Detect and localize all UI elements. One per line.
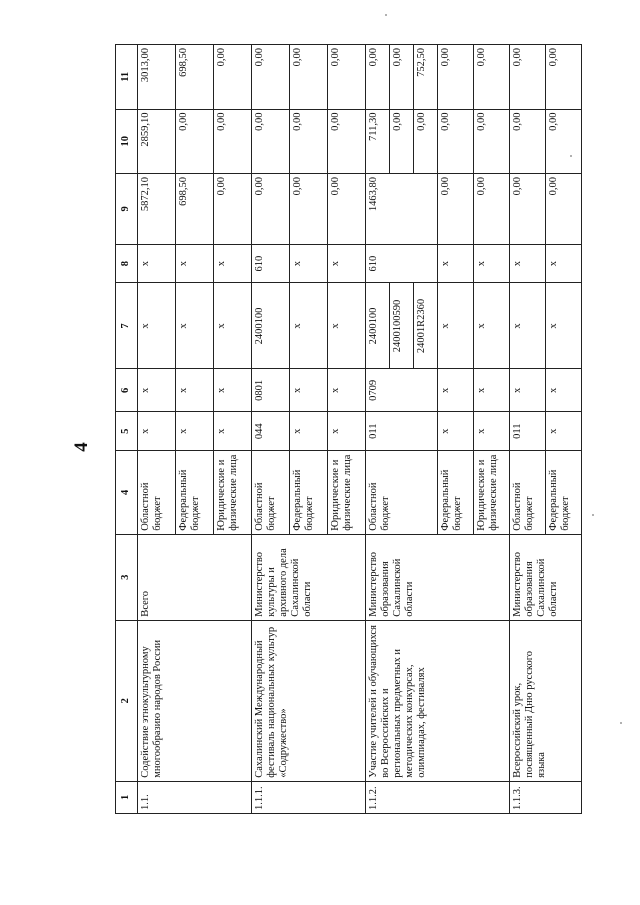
cell-c7: x xyxy=(214,283,252,369)
cell-c8: x xyxy=(328,244,366,283)
header-cell: 7 xyxy=(116,283,138,369)
table-row xyxy=(252,45,290,814)
funding-source: Областной бюджет xyxy=(138,451,176,535)
executor: Министерство образования Сахалинской области xyxy=(510,534,582,620)
funding-source: Федеральный бюджет xyxy=(438,451,474,535)
cell-c9: 0,00 xyxy=(474,173,510,244)
cell-c11: 0,00 xyxy=(328,45,366,110)
cell-c5: x xyxy=(438,412,474,451)
header-cell: 10 xyxy=(116,109,138,173)
executor: Министерство образования Сахалинской области xyxy=(366,534,510,620)
scan-speck xyxy=(570,155,572,157)
cell-c5: x xyxy=(176,412,214,451)
cell-c11: 0,00 xyxy=(438,45,474,110)
cell-c8: x xyxy=(546,244,582,283)
event-name: Содействие этнокультурному многообразию народов России xyxy=(138,620,252,781)
funding-source: Юридические и физические лица xyxy=(328,451,366,535)
cell-c9: 0,00 xyxy=(328,173,366,244)
cell-c5: x xyxy=(328,412,366,451)
header-cell: 6 xyxy=(116,369,138,412)
cell-c7: x xyxy=(510,283,546,369)
event-name: Всероссийский урок, посвященный Дню русского языка xyxy=(510,620,582,781)
header-cell: 8 xyxy=(116,244,138,283)
header-cell: 11 xyxy=(116,45,138,110)
cell-c5: 011 xyxy=(510,412,546,451)
cell-c11: 0,00 xyxy=(474,45,510,110)
cell-c7: 24001R2360 xyxy=(414,283,438,369)
funding-source: Областной бюджет xyxy=(366,451,438,535)
event-name: Сахалинский Международный фестиваль национальных культур «Содружество» xyxy=(252,620,366,781)
cell-c7: x xyxy=(328,283,366,369)
cell-c10: 0,00 xyxy=(214,109,252,173)
cell-c11: 698,50 xyxy=(176,45,214,110)
cell-c7: x xyxy=(290,283,328,369)
cell-c8: x xyxy=(474,244,510,283)
cell-c10: 0,00 xyxy=(414,109,438,173)
budget-table xyxy=(115,44,582,814)
header-cell: 4 xyxy=(116,451,138,535)
cell-c6: x xyxy=(328,369,366,412)
cell-c5: x xyxy=(290,412,328,451)
cell-c8: x xyxy=(138,244,176,283)
cell-c5: x xyxy=(546,412,582,451)
cell-c10: 0,00 xyxy=(474,109,510,173)
cell-c10: 0,00 xyxy=(438,109,474,173)
cell-c5: x xyxy=(138,412,176,451)
executor: Всего xyxy=(138,534,252,620)
cell-c9: 0,00 xyxy=(546,173,582,244)
funding-source: Областной бюджет xyxy=(510,451,546,535)
funding-source: Федеральный бюджет xyxy=(546,451,582,535)
cell-c5: 011 xyxy=(366,412,438,451)
cell-c8: x xyxy=(214,244,252,283)
cell-c9: 1463,80 xyxy=(366,173,438,244)
cell-c6: x xyxy=(510,369,546,412)
cell-c8: x xyxy=(176,244,214,283)
table-row xyxy=(138,45,176,814)
header-cell: 9 xyxy=(116,173,138,244)
cell-c10: 0,00 xyxy=(546,109,582,173)
row-number: 1.1.1. xyxy=(252,781,366,813)
cell-c5: x xyxy=(474,412,510,451)
cell-c5: x xyxy=(214,412,252,451)
funding-source: Юридические и физические лица xyxy=(214,451,252,535)
row-number: 1.1. xyxy=(138,781,252,813)
cell-c8: x xyxy=(438,244,474,283)
cell-c6: x xyxy=(176,369,214,412)
cell-c11: 3013,00 xyxy=(138,45,176,110)
cell-c7: 2400100 xyxy=(366,283,390,369)
cell-c11: 0,00 xyxy=(546,45,582,110)
cell-c9: 0,00 xyxy=(214,173,252,244)
funding-source: Областной бюджет xyxy=(252,451,290,535)
cell-c7: x xyxy=(138,283,176,369)
cell-c7: 2400100 xyxy=(252,283,290,369)
table-row xyxy=(366,45,390,814)
cell-c11: 0,00 xyxy=(510,45,546,110)
cell-c6: x xyxy=(546,369,582,412)
cell-c10: 0,00 xyxy=(328,109,366,173)
page-number: 4 xyxy=(71,442,92,452)
cell-c9: 5872,10 xyxy=(138,173,176,244)
cell-c7: x xyxy=(438,283,474,369)
cell-c8: 610 xyxy=(366,244,438,283)
row-number: 1.1.3. xyxy=(510,781,582,813)
cell-c7: x xyxy=(474,283,510,369)
cell-c8: x xyxy=(510,244,546,283)
cell-c10: 2859,10 xyxy=(138,109,176,173)
cell-c9: 0,00 xyxy=(438,173,474,244)
cell-c6: x xyxy=(290,369,328,412)
cell-c6: x xyxy=(474,369,510,412)
cell-c11: 0,00 xyxy=(290,45,328,110)
cell-c10: 0,00 xyxy=(290,109,328,173)
cell-c9: 0,00 xyxy=(252,173,290,244)
scan-speck xyxy=(385,14,387,16)
cell-c7: x xyxy=(546,283,582,369)
header-row xyxy=(116,45,138,814)
cell-c10: 0,00 xyxy=(252,109,290,173)
executor: Министерство культуры и архивного дела Сахалинской области xyxy=(252,534,366,620)
budget-table-wrapper xyxy=(115,44,572,814)
scan-speck xyxy=(592,514,594,516)
row-number: 1.1.2. xyxy=(366,781,510,813)
scan-speck xyxy=(620,722,622,724)
funding-source: Юридические и физические лица xyxy=(474,451,510,535)
cell-c7: 2400100590 xyxy=(390,283,414,369)
cell-c10: 711,30 xyxy=(366,109,390,173)
cell-c7: x xyxy=(176,283,214,369)
cell-c6: 0801 xyxy=(252,369,290,412)
cell-c11: 0,00 xyxy=(366,45,390,110)
cell-c6: x xyxy=(214,369,252,412)
cell-c6: 0709 xyxy=(366,369,438,412)
cell-c10: 0,00 xyxy=(510,109,546,173)
cell-c11: 0,00 xyxy=(214,45,252,110)
cell-c9: 0,00 xyxy=(290,173,328,244)
rotated-table xyxy=(115,44,572,814)
header-cell: 3 xyxy=(116,534,138,620)
cell-c9: 698,50 xyxy=(176,173,214,244)
cell-c11: 0,00 xyxy=(390,45,414,110)
cell-c6: x xyxy=(138,369,176,412)
cell-c10: 0,00 xyxy=(390,109,414,173)
event-name: Участие учителей и обучающихся во Всероссийских и региональных предметных и методических конкурсах, олимпиадах, фестивалях xyxy=(366,620,510,781)
cell-c9: 0,00 xyxy=(510,173,546,244)
funding-source: Федеральный бюджет xyxy=(290,451,328,535)
funding-source: Федеральный бюджет xyxy=(176,451,214,535)
cell-c11: 0,00 xyxy=(252,45,290,110)
cell-c10: 0,00 xyxy=(176,109,214,173)
cell-c5: 044 xyxy=(252,412,290,451)
cell-c8: 610 xyxy=(252,244,290,283)
cell-c8: x xyxy=(290,244,328,283)
header-cell: 1 xyxy=(116,781,138,813)
header-cell: 5 xyxy=(116,412,138,451)
table-row xyxy=(510,45,546,814)
cell-c11: 752,50 xyxy=(414,45,438,110)
header-cell: 2 xyxy=(116,620,138,781)
cell-c6: x xyxy=(438,369,474,412)
